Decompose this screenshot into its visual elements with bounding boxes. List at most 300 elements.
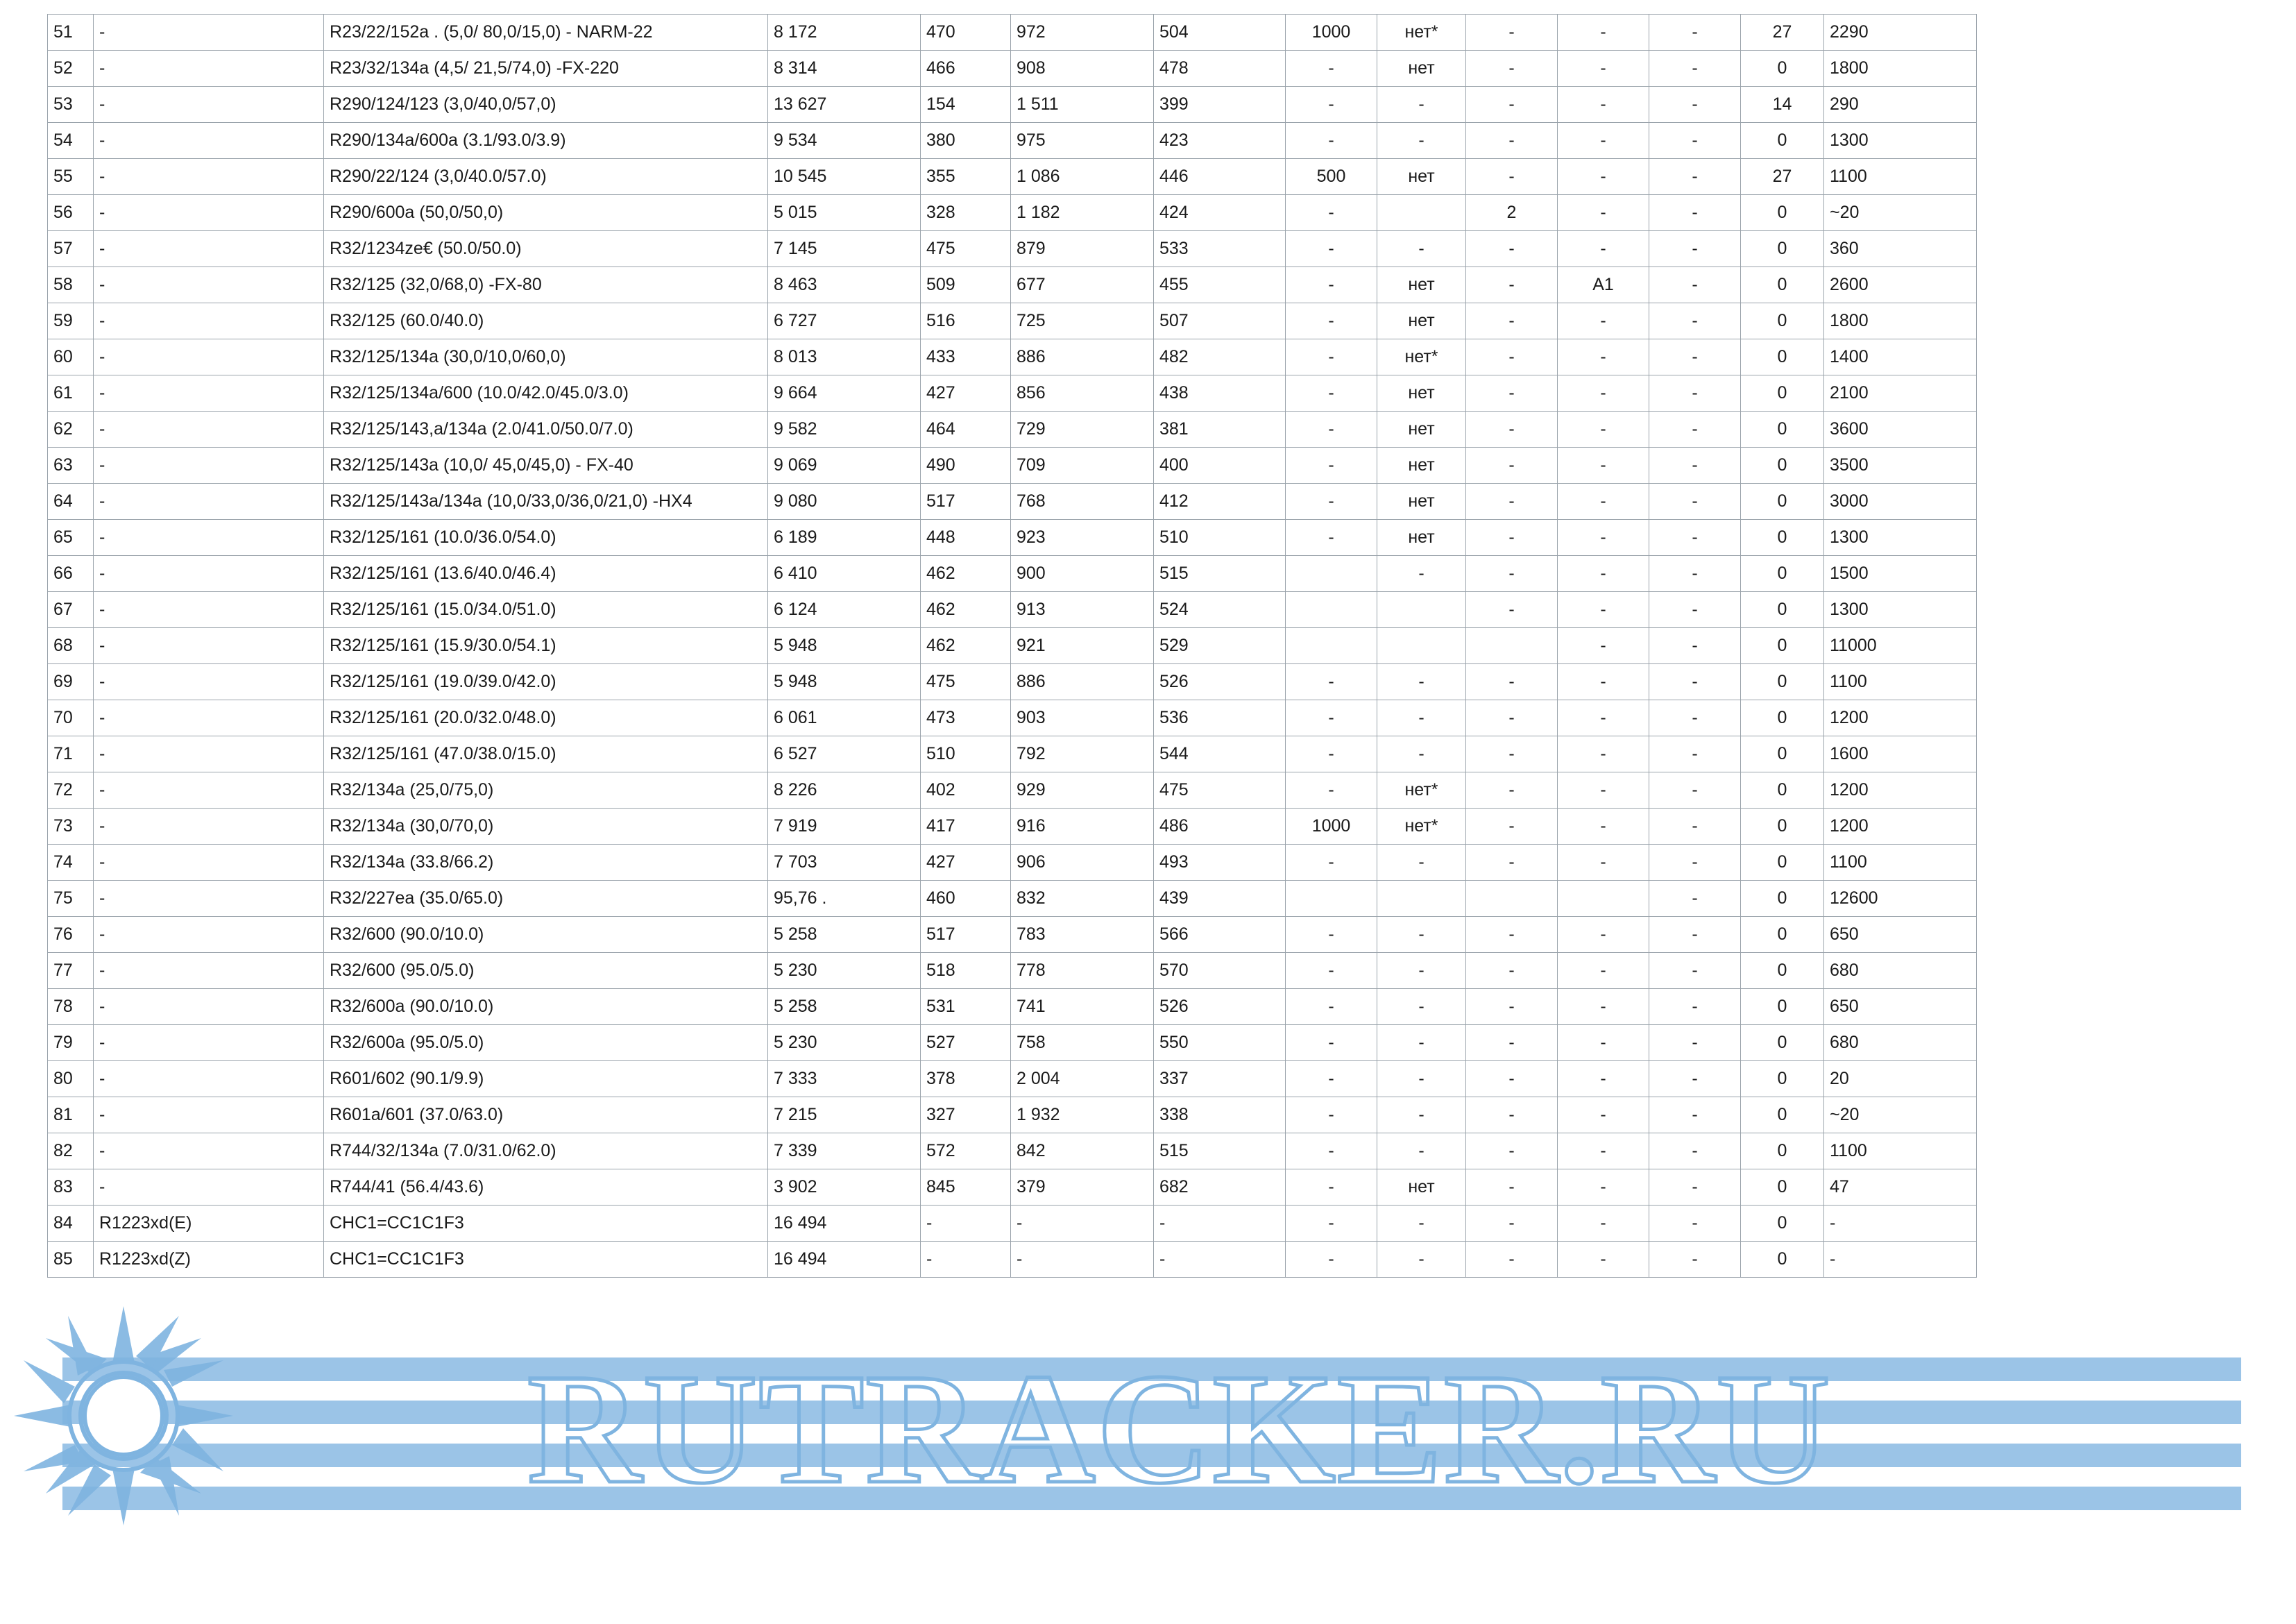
table-cell-value4: 337 (1154, 1061, 1286, 1097)
table-cell-composition: R32/125/161 (13.6/40.0/46.4) (324, 556, 768, 592)
table-cell-composition: R32/125/143a/134a (10,0/33,0/36,0/21,0) -HX4 (324, 484, 768, 520)
table-cell-value3: 2 004 (1011, 1061, 1154, 1097)
table-cell-value11: 1100 (1824, 159, 1977, 195)
table-cell-value8 (1558, 881, 1649, 917)
table-cell-value6 (1377, 195, 1466, 231)
table-cell-number: 69 (48, 664, 94, 700)
table-cell-value10: 0 (1741, 700, 1824, 736)
table-cell-value6: нет (1377, 159, 1466, 195)
table-row (48, 845, 1977, 881)
table-cell-value8: - (1558, 412, 1649, 448)
table-row (48, 195, 1977, 231)
table-cell-value2: 462 (921, 556, 1011, 592)
table-cell-value8: - (1558, 520, 1649, 556)
table-cell-value10: 0 (1741, 267, 1824, 303)
table-cell-value10: 0 (1741, 628, 1824, 664)
table-cell-value6: - (1377, 953, 1466, 989)
table-cell-value8: - (1558, 772, 1649, 809)
table-cell-designation: - (94, 231, 324, 267)
table-row (48, 448, 1977, 484)
table-cell-value2: 490 (921, 448, 1011, 484)
table-cell-value3: 886 (1011, 339, 1154, 375)
table-cell-value8: A1 (1558, 267, 1649, 303)
table-cell-value5: - (1286, 845, 1377, 881)
table-cell-value6: нет (1377, 303, 1466, 339)
watermark-bar (62, 1401, 2241, 1424)
table-cell-value7: 2 (1466, 195, 1558, 231)
table-cell-value7: - (1466, 917, 1558, 953)
table-cell-composition: R23/32/134a (4,5/ 21,5/74,0) -FX-220 (324, 51, 768, 87)
table-cell-number: 67 (48, 592, 94, 628)
table-cell-composition: R32/600a (95.0/5.0) (324, 1025, 768, 1061)
table-cell-value4: - (1154, 1242, 1286, 1278)
table-cell-value1: 13 627 (768, 87, 921, 123)
table-cell-value9: - (1649, 592, 1741, 628)
table-cell-value6: - (1377, 736, 1466, 772)
table-cell-value7: - (1466, 1061, 1558, 1097)
table-cell-number: 52 (48, 51, 94, 87)
table-cell-value9: - (1649, 664, 1741, 700)
table-cell-value3: 916 (1011, 809, 1154, 845)
table-cell-designation: - (94, 700, 324, 736)
table-cell-value4: 478 (1154, 51, 1286, 87)
table-cell-value4: 424 (1154, 195, 1286, 231)
table-cell-number: 78 (48, 989, 94, 1025)
table-cell-composition: R32/125/143,a/134a (2.0/41.0/50.0/7.0) (324, 412, 768, 448)
table-cell-value4: 550 (1154, 1025, 1286, 1061)
table-cell-value5: - (1286, 700, 1377, 736)
table-cell-composition: R290/600a (50,0/50,0) (324, 195, 768, 231)
table-cell-value3: 856 (1011, 375, 1154, 412)
table-cell-value8: - (1558, 845, 1649, 881)
table-row (48, 15, 1977, 51)
table-cell-value6: нет (1377, 1169, 1466, 1206)
table-cell-value3: 842 (1011, 1133, 1154, 1169)
table-cell-value6: - (1377, 1206, 1466, 1242)
table-cell-value11: 1100 (1824, 1133, 1977, 1169)
table-cell-number: 62 (48, 412, 94, 448)
table-cell-value6: нет* (1377, 339, 1466, 375)
table-cell-value3: 879 (1011, 231, 1154, 267)
table-cell-value2: 572 (921, 1133, 1011, 1169)
refrigerant-properties-table-wrapper (47, 14, 1976, 1278)
table-cell-composition: R32/134a (33.8/66.2) (324, 845, 768, 881)
table-cell-value5 (1286, 556, 1377, 592)
table-cell-designation: - (94, 339, 324, 375)
table-cell-value5: 500 (1286, 159, 1377, 195)
table-cell-value10: 0 (1741, 375, 1824, 412)
table-cell-value3: 903 (1011, 700, 1154, 736)
table-cell-number: 63 (48, 448, 94, 484)
table-cell-value8: - (1558, 159, 1649, 195)
table-row (48, 1061, 1977, 1097)
table-cell-number: 51 (48, 15, 94, 51)
table-cell-value5: - (1286, 989, 1377, 1025)
table-cell-designation: - (94, 484, 324, 520)
table-cell-value7: - (1466, 809, 1558, 845)
table-cell-value6: - (1377, 123, 1466, 159)
table-cell-value10: 0 (1741, 917, 1824, 953)
table-cell-value8: - (1558, 809, 1649, 845)
table-cell-value6: - (1377, 917, 1466, 953)
table-cell-number: 57 (48, 231, 94, 267)
table-cell-designation: - (94, 448, 324, 484)
table-cell-value3: 1 086 (1011, 159, 1154, 195)
table-cell-designation: - (94, 664, 324, 700)
table-cell-value5: - (1286, 87, 1377, 123)
table-cell-value7: - (1466, 123, 1558, 159)
table-cell-value6: нет (1377, 520, 1466, 556)
table-cell-value2: 154 (921, 87, 1011, 123)
table-cell-value4: 399 (1154, 87, 1286, 123)
table-cell-value4: 524 (1154, 592, 1286, 628)
table-cell-value6: - (1377, 556, 1466, 592)
table-cell-value6: - (1377, 989, 1466, 1025)
table-cell-value8: - (1558, 231, 1649, 267)
table-cell-value7: - (1466, 1025, 1558, 1061)
table-cell-value2: - (921, 1242, 1011, 1278)
table-cell-composition: R23/22/152a . (5,0/ 80,0/15,0) - NARM-22 (324, 15, 768, 51)
table-row (48, 412, 1977, 448)
table-cell-value4: 507 (1154, 303, 1286, 339)
table-cell-value9: - (1649, 953, 1741, 989)
table-cell-value11: 650 (1824, 989, 1977, 1025)
table-cell-value2: 475 (921, 231, 1011, 267)
table-cell-value7: - (1466, 15, 1558, 51)
table-cell-value4: 510 (1154, 520, 1286, 556)
table-row (48, 664, 1977, 700)
table-cell-value9: - (1649, 628, 1741, 664)
table-cell-value7: - (1466, 989, 1558, 1025)
table-cell-value10: 0 (1741, 1242, 1824, 1278)
table-cell-value5: - (1286, 520, 1377, 556)
table-cell-value4: 526 (1154, 989, 1286, 1025)
table-cell-value7: - (1466, 1133, 1558, 1169)
table-cell-value4: 486 (1154, 809, 1286, 845)
table-cell-value9: - (1649, 267, 1741, 303)
table-cell-value7: - (1466, 953, 1558, 989)
table-cell-value10: 0 (1741, 1133, 1824, 1169)
table-cell-composition: CHC1=CC1C1F3 (324, 1242, 768, 1278)
table-cell-value6: - (1377, 700, 1466, 736)
table-cell-designation: - (94, 772, 324, 809)
table-cell-number: 68 (48, 628, 94, 664)
table-cell-value10: 0 (1741, 772, 1824, 809)
table-cell-value11: 1200 (1824, 772, 1977, 809)
table-cell-value2: 380 (921, 123, 1011, 159)
table-cell-value8: - (1558, 195, 1649, 231)
table-cell-value3: 929 (1011, 772, 1154, 809)
watermark-bars (62, 1357, 2241, 1531)
table-cell-value8: - (1558, 917, 1649, 953)
table-cell-composition: R32/134a (25,0/75,0) (324, 772, 768, 809)
table-cell-value5: - (1286, 484, 1377, 520)
table-cell-value4: 338 (1154, 1097, 1286, 1133)
table-cell-value2: 516 (921, 303, 1011, 339)
table-cell-value2: 473 (921, 700, 1011, 736)
table-cell-value7: - (1466, 1169, 1558, 1206)
table-cell-composition: R32/125/134a (30,0/10,0/60,0) (324, 339, 768, 375)
table-cell-value5: - (1286, 375, 1377, 412)
table-cell-value11: 1100 (1824, 664, 1977, 700)
table-cell-value7: - (1466, 736, 1558, 772)
table-cell-value8: - (1558, 1169, 1649, 1206)
table-row (48, 628, 1977, 664)
table-cell-value11: 1600 (1824, 736, 1977, 772)
table-row (48, 339, 1977, 375)
table-cell-value3: 913 (1011, 592, 1154, 628)
table-cell-number: 53 (48, 87, 94, 123)
table-cell-value5: - (1286, 1206, 1377, 1242)
table-cell-number: 64 (48, 484, 94, 520)
table-row (48, 1206, 1977, 1242)
table-cell-value2: 402 (921, 772, 1011, 809)
table-cell-value2: - (921, 1206, 1011, 1242)
table-cell-value4: 381 (1154, 412, 1286, 448)
table-cell-value9: - (1649, 1169, 1741, 1206)
table-cell-value6: нет* (1377, 809, 1466, 845)
table-cell-designation: - (94, 375, 324, 412)
table-cell-value10: 0 (1741, 556, 1824, 592)
table-cell-value3: 709 (1011, 448, 1154, 484)
table-cell-value11: 1400 (1824, 339, 1977, 375)
table-cell-value1: 16 494 (768, 1206, 921, 1242)
table-cell-value9: - (1649, 736, 1741, 772)
table-cell-value5: - (1286, 1133, 1377, 1169)
table-cell-value11: 2600 (1824, 267, 1977, 303)
table-cell-value10: 0 (1741, 412, 1824, 448)
table-cell-composition: R744/32/134a (7.0/31.0/62.0) (324, 1133, 768, 1169)
table-cell-value9: - (1649, 556, 1741, 592)
table-cell-value4: 504 (1154, 15, 1286, 51)
table-cell-number: 84 (48, 1206, 94, 1242)
table-row (48, 267, 1977, 303)
table-row (48, 51, 1977, 87)
table-cell-composition: R32/125/161 (15.9/30.0/54.1) (324, 628, 768, 664)
table-cell-value2: 845 (921, 1169, 1011, 1206)
table-cell-value2: 462 (921, 592, 1011, 628)
table-cell-value5: - (1286, 953, 1377, 989)
table-cell-value4: 423 (1154, 123, 1286, 159)
table-cell-value6: - (1377, 1133, 1466, 1169)
table-cell-number: 82 (48, 1133, 94, 1169)
table-cell-value8: - (1558, 953, 1649, 989)
table-cell-value2: 328 (921, 195, 1011, 231)
table-cell-value11: 3000 (1824, 484, 1977, 520)
table-cell-value1: 3 902 (768, 1169, 921, 1206)
table-cell-value8: - (1558, 1025, 1649, 1061)
table-cell-number: 71 (48, 736, 94, 772)
table-cell-composition: R601a/601 (37.0/63.0) (324, 1097, 768, 1133)
table-cell-value3: 1 932 (1011, 1097, 1154, 1133)
table-cell-value3: 1 182 (1011, 195, 1154, 231)
table-cell-value9: - (1649, 989, 1741, 1025)
table-cell-designation: - (94, 1169, 324, 1206)
table-cell-composition: R32/227ea (35.0/65.0) (324, 881, 768, 917)
table-cell-value5 (1286, 592, 1377, 628)
table-cell-value9: - (1649, 1206, 1741, 1242)
table-cell-value1: 8 172 (768, 15, 921, 51)
table-cell-value1: 5 948 (768, 628, 921, 664)
table-row (48, 881, 1977, 917)
table-cell-value11: 1500 (1824, 556, 1977, 592)
table-cell-value10: 0 (1741, 953, 1824, 989)
table-cell-value6: - (1377, 1097, 1466, 1133)
table-cell-value8: - (1558, 592, 1649, 628)
table-cell-number: 85 (48, 1242, 94, 1278)
table-cell-value3: 900 (1011, 556, 1154, 592)
table-cell-composition: R32/125/143a (10,0/ 45,0/45,0) - FX-40 (324, 448, 768, 484)
table-cell-value11: - (1824, 1242, 1977, 1278)
table-cell-value6: нет* (1377, 15, 1466, 51)
table-cell-value10: 0 (1741, 1169, 1824, 1206)
table-cell-designation: - (94, 953, 324, 989)
table-cell-value1: 8 226 (768, 772, 921, 809)
table-cell-value2: 510 (921, 736, 1011, 772)
table-cell-composition: CHC1=CC1C1F3 (324, 1206, 768, 1242)
table-cell-value7: - (1466, 1206, 1558, 1242)
table-cell-value5: - (1286, 339, 1377, 375)
table-cell-designation: - (94, 267, 324, 303)
table-cell-value2: 327 (921, 1097, 1011, 1133)
table-cell-designation: - (94, 989, 324, 1025)
table-cell-designation: R1223xd(E) (94, 1206, 324, 1242)
watermark-bar (62, 1357, 2241, 1381)
table-cell-number: 81 (48, 1097, 94, 1133)
table-cell-composition: R32/125/134a/600 (10.0/42.0/45.0/3.0) (324, 375, 768, 412)
table-cell-composition: R601/602 (90.1/9.9) (324, 1061, 768, 1097)
table-cell-value3: 972 (1011, 15, 1154, 51)
table-cell-designation: - (94, 87, 324, 123)
table-cell-composition: R32/125 (32,0/68,0) -FX-80 (324, 267, 768, 303)
table-cell-value4: 526 (1154, 664, 1286, 700)
table-cell-value6 (1377, 592, 1466, 628)
table-cell-value1: 8 013 (768, 339, 921, 375)
table-cell-designation: - (94, 1061, 324, 1097)
table-cell-value3: 725 (1011, 303, 1154, 339)
table-cell-value4: 536 (1154, 700, 1286, 736)
table-cell-value9: - (1649, 809, 1741, 845)
table-cell-value7: - (1466, 267, 1558, 303)
table-cell-value2: 462 (921, 628, 1011, 664)
table-cell-value1: 8 463 (768, 267, 921, 303)
table-cell-value1: 9 534 (768, 123, 921, 159)
table-cell-value8: - (1558, 484, 1649, 520)
table-row (48, 917, 1977, 953)
table-cell-value11: ~20 (1824, 195, 1977, 231)
table-cell-value7: - (1466, 845, 1558, 881)
table-cell-value8: - (1558, 448, 1649, 484)
table-cell-value6: - (1377, 845, 1466, 881)
table-cell-value5: - (1286, 917, 1377, 953)
table-cell-value1: 5 948 (768, 664, 921, 700)
table-cell-value7: - (1466, 339, 1558, 375)
table-cell-number: 55 (48, 159, 94, 195)
table-cell-value7: - (1466, 87, 1558, 123)
table-cell-value2: 527 (921, 1025, 1011, 1061)
table-cell-value4: 439 (1154, 881, 1286, 917)
table-cell-value4: 533 (1154, 231, 1286, 267)
table-cell-value2: 433 (921, 339, 1011, 375)
table-row (48, 375, 1977, 412)
table-cell-number: 83 (48, 1169, 94, 1206)
table-cell-value5: - (1286, 772, 1377, 809)
table-cell-value9: - (1649, 195, 1741, 231)
table-cell-value11: 20 (1824, 1061, 1977, 1097)
table-cell-value8: - (1558, 1242, 1649, 1278)
table-cell-composition: R290/124/123 (3,0/40,0/57,0) (324, 87, 768, 123)
table-cell-value4: 438 (1154, 375, 1286, 412)
table-cell-value3: 1 511 (1011, 87, 1154, 123)
table-cell-value3: 906 (1011, 845, 1154, 881)
table-cell-composition: R290/134a/600a (3.1/93.0/3.9) (324, 123, 768, 159)
table-cell-composition: R32/1234ze€ (50.0/50.0) (324, 231, 768, 267)
table-cell-number: 76 (48, 917, 94, 953)
table-cell-value5 (1286, 628, 1377, 664)
table-cell-composition: R32/125 (60.0/40.0) (324, 303, 768, 339)
table-cell-value11: 2100 (1824, 375, 1977, 412)
table-cell-value4: 544 (1154, 736, 1286, 772)
table-cell-value9: - (1649, 339, 1741, 375)
table-cell-designation: - (94, 809, 324, 845)
table-cell-value7: - (1466, 303, 1558, 339)
table-cell-value8: - (1558, 339, 1649, 375)
table-cell-value5: - (1286, 1097, 1377, 1133)
watermark (0, 1305, 2296, 1624)
table-cell-value1: 9 080 (768, 484, 921, 520)
table-cell-designation: - (94, 303, 324, 339)
table-cell-value5: - (1286, 1169, 1377, 1206)
table-cell-value4: 446 (1154, 159, 1286, 195)
table-cell-value8: - (1558, 123, 1649, 159)
table-cell-value2: 355 (921, 159, 1011, 195)
table-cell-value4: 515 (1154, 1133, 1286, 1169)
table-cell-value2: 466 (921, 51, 1011, 87)
table-cell-value7: - (1466, 700, 1558, 736)
table-cell-value10: 0 (1741, 448, 1824, 484)
table-cell-value1: 5 230 (768, 1025, 921, 1061)
table-row (48, 1133, 1977, 1169)
table-row (48, 303, 1977, 339)
table-cell-value11: 12600 (1824, 881, 1977, 917)
table-cell-number: 54 (48, 123, 94, 159)
table-cell-value5: - (1286, 231, 1377, 267)
table-cell-composition: R32/600 (90.0/10.0) (324, 917, 768, 953)
table-cell-value5: - (1286, 123, 1377, 159)
table-cell-value1: 5 258 (768, 989, 921, 1025)
table-cell-designation: - (94, 1097, 324, 1133)
table-cell-value1: 8 314 (768, 51, 921, 87)
sunburst-icon (12, 1305, 235, 1527)
table-cell-value5 (1286, 881, 1377, 917)
table-cell-designation: - (94, 1133, 324, 1169)
table-cell-value11: 3500 (1824, 448, 1977, 484)
table-cell-value4: 515 (1154, 556, 1286, 592)
table-cell-value9: - (1649, 448, 1741, 484)
table-cell-value9: - (1649, 51, 1741, 87)
table-cell-value11: 680 (1824, 953, 1977, 989)
table-row (48, 1097, 1977, 1133)
table-cell-value11: ~20 (1824, 1097, 1977, 1133)
table-cell-value6: нет* (1377, 772, 1466, 809)
table-cell-value7: - (1466, 375, 1558, 412)
table-row (48, 989, 1977, 1025)
table-cell-value9: - (1649, 845, 1741, 881)
table-cell-value6: - (1377, 1061, 1466, 1097)
refrigerant-properties-table (47, 14, 1977, 1278)
table-cell-value9: - (1649, 87, 1741, 123)
table-cell-designation: - (94, 845, 324, 881)
